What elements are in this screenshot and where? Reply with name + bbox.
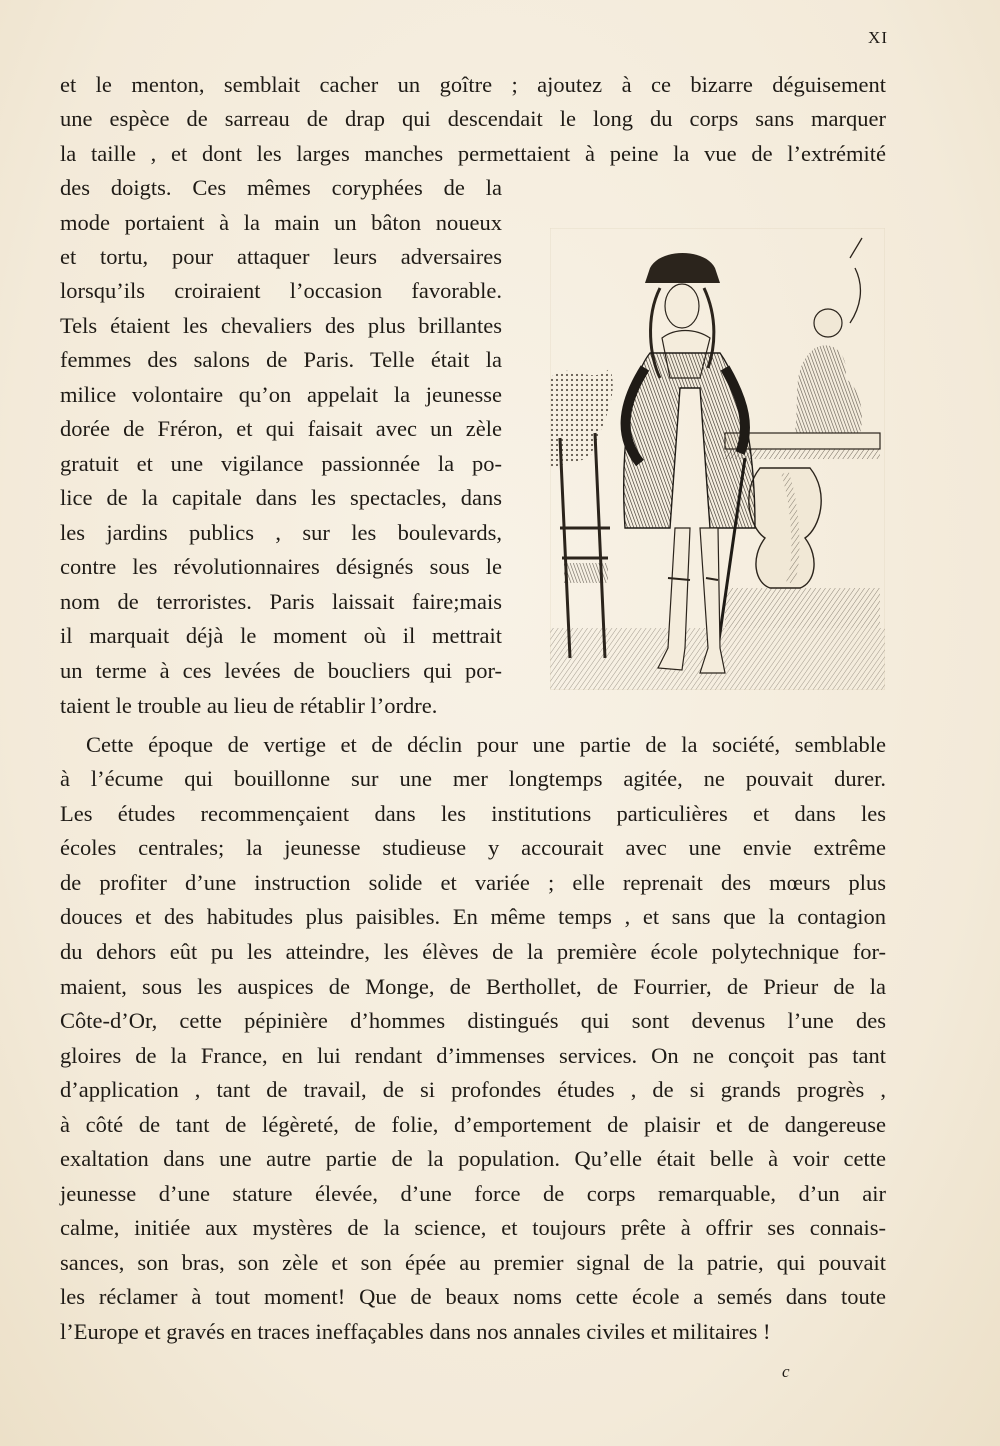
text-line: milice volontaire qu’on appelait la jeunesse [60,382,502,407]
text-line: et tortu, pour attaquer leurs adversaires [60,244,502,269]
text-line: un terme à ces levées de boucliers qui por- [60,658,502,683]
text-line: sances, son bras, son zèle et son épée au premier signal de la patrie, qui pouvait [60,1250,886,1275]
text-line: contre les révolutionnaires désignés sous le [60,554,502,579]
text-line: calme, initiée aux mystères de la science, et toujours prête à offrir ses connais- [60,1215,886,1240]
text-line: du dehors eût pu les atteindre, les élèves de la première école polytechnique for- [60,939,886,964]
text-line: écoles centrales; la jeunesse studieuse y accourait avec une envie extrême [60,835,886,860]
text-line: à l’écume qui bouillonne sur une mer longtemps agitée, ne pouvait durer. [60,766,886,791]
text-line: l’Europe et gravés en traces ineffaçables dans nos annales civiles et militaires ! [60,1319,771,1344]
text-line: Les études recommençaient dans les institutions particulières et dans les [60,801,886,826]
text-line: une espèce de sarreau de drap qui descendait le long du corps sans marquer [60,106,886,131]
text-line: jeunesse d’une stature élevée, d’une force de corps remarquable, d’un air [60,1181,886,1206]
signature-mark: c [782,1362,790,1381]
text-line: Cette époque de vertige et de déclin pour une partie de la société, semblable [86,732,886,757]
text-line: les jardins publics , sur les boulevards, [60,520,502,545]
text-line: lorsqu’ils croiraient l’occasion favorable. [60,278,502,303]
text-line: exaltation dans une autre partie de la population. Qu’elle était belle à voir cette [60,1146,886,1171]
text-line: maient, sous les auspices de Monge, de Berthollet, de Fourrier, de Prieur de la [60,974,886,999]
text-line: gloires de la France, en lui rendant d’immenses services. On ne conçoit pas tant [60,1043,886,1068]
text-line: nom de terroristes. Paris laissait faire;mais [60,589,502,614]
engraving-muscadin-figure-icon [550,228,885,690]
text-line: lice de la capitale dans les spectacles, dans [60,485,502,510]
text-line: et le menton, semblait cacher un goître ; ajoutez à ce bizarre déguisement [60,72,886,97]
page-number: XI [868,28,888,47]
text-line: dorée de Fréron, et qui faisait avec un zèle [60,416,502,441]
text-line: il marquait déjà le moment où il mettrait [60,623,502,648]
text-line: d’application , tant de travail, de si profondes études , de si grands progrès , [60,1077,886,1102]
text-line: à côté de tant de légèreté, de folie, d’emportement de plaisir et de dangereuse [60,1112,886,1137]
text-line: les réclamer à tout moment! Que de beaux noms cette école a semés dans toute [60,1284,886,1309]
text-line: douces et des habitudes plus paisibles. En même temps , et sans que la contagion [60,904,886,929]
text-line: mode portaient à la main un bâton noueux [60,210,502,235]
text-line: Tels étaient les chevaliers des plus brillantes [60,313,502,338]
text-line: taient le trouble au lieu de rétablir l’ordre. [60,693,438,718]
text-line: de profiter d’une instruction solide et variée ; elle reprenait des mœurs plus [60,870,886,895]
text-line: la taille , et dont les larges manches permettaient à peine la vue de l’extrémité [60,141,886,166]
text-line: des doigts. Ces mêmes coryphées de la [60,175,502,200]
text-line: gratuit et une vigilance passionnée la po- [60,451,502,476]
text-line: Côte-d’Or, cette pépinière d’hommes distingués qui sont devenus l’une des [60,1008,886,1033]
text-line: femmes des salons de Paris. Telle était la [60,347,502,372]
